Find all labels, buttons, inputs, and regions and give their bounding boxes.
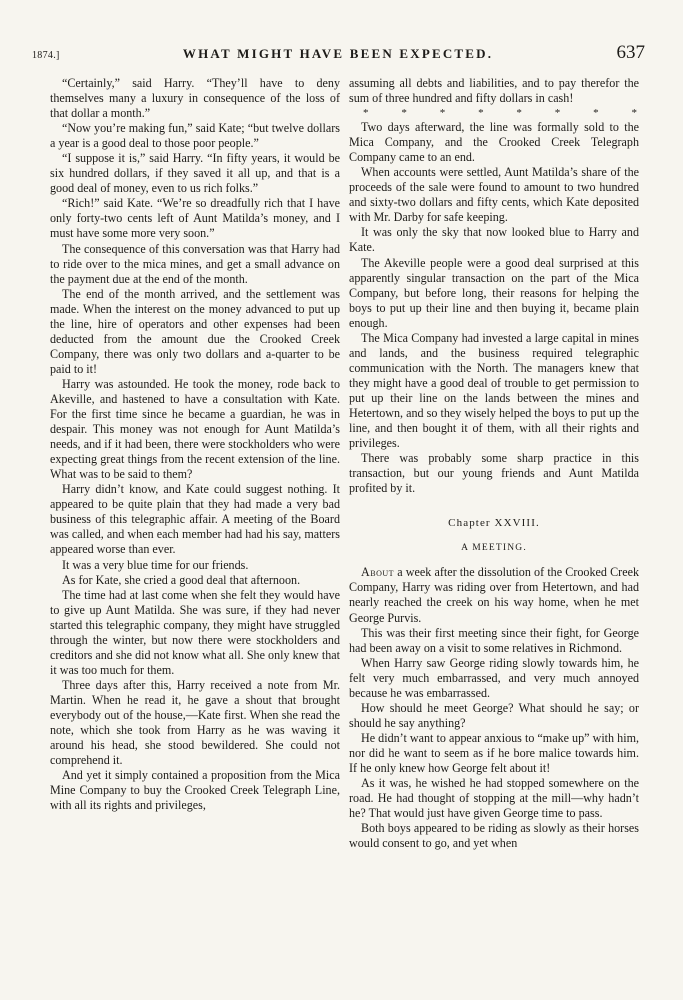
paragraph: Three days after this, Harry received a note from Mr. Martin. When he read it, he gave a shout that brought everybody out of the house,—Kate first. When she read the note, which she took from Harry as he was waving it around his head, she stood bewildered. She could not comprehend it. — [50, 677, 340, 768]
paragraph: “I suppose it is,” said Harry. “In fifty years, it would be six hundred dollars, if they saved it all up, and that is a good deal of money, even to us rich folks.” — [50, 151, 340, 196]
chapter-first-paragraph — [349, 565, 639, 625]
first-word: About — [361, 565, 395, 580]
paragraph: It was only the sky that now looked blue to Harry and Kate. — [349, 225, 639, 255]
paragraph: How should he meet George? What should he say; or should he say anything? — [349, 700, 639, 730]
paragraph-continued: assuming all debts and liabilities, and to pay therefor the sum of three hundred and fifty dollars in cash! — [349, 76, 639, 106]
section-separator: * * * * * * * * — [363, 107, 637, 120]
first-paragraph-text: a week after the dissolution of the Crooked Creek Company, Harry was riding over from Hetertown, and had nearly reached the creek on his way home, when he met George Purvis. — [349, 565, 639, 625]
chapter-subtitle: A MEETING. — [461, 543, 527, 554]
paragraph: As it was, he wished he had stopped somewhere on the road. He had thought of stopping at the mill—why hadn’t he? That would just have given George time to pass. — [349, 776, 639, 821]
paragraph: When Harry saw George riding slowly towards him, he felt very much embarrassed, and very much annoyed because he was embarrassed. — [349, 655, 639, 700]
paragraph: The Akeville people were a good deal surprised at this apparently singular transaction on the part of the Mica Company, but before long, their reasons for helping the boys to put up their line and then buying it, became plain enough. — [349, 255, 639, 330]
left-column — [50, 76, 340, 813]
paragraph: The end of the month arrived, and the settlement was made. When the interest on the money advanced to put up the line, hire of operators and other expenses had been deducted from the amount due the Crooked Creek Company, there was only two dollars and a-quarter to be paid to it! — [50, 286, 340, 376]
header-title: WHAT MIGHT HAVE BEEN EXPECTED. — [182, 46, 494, 61]
paragraph: Both boys appeared to be riding as slowly as their horses would consent to go, and yet when — [349, 821, 639, 851]
paragraph: “Now you’re making fun,” said Kate; “but twelve dollars a year is a good deal to those poor people.” — [50, 121, 340, 151]
paragraph: Two days afterward, the line was formally sold to the Mica Company, and the Crooked Creek Telegraph Company came to an end. — [349, 120, 639, 165]
paragraph: This was their first meeting since their fight, for George had been away on a visit to some relatives in Richmond. — [349, 625, 639, 655]
right-column — [349, 76, 639, 851]
paragraph: As for Kate, she cried a good deal that afternoon. — [62, 572, 301, 587]
header-year: 1874.] — [32, 50, 60, 61]
paragraph: The time had at last come when she felt they would have to give up Aunt Matilda. She was sure, if they had never started this telegraphic company, they might have struggled through the winter, but now there were stockholders and creditors and she did not know what all. She only knew that it was too much for them. — [50, 587, 340, 677]
running-header — [32, 42, 645, 72]
paragraph: Harry didn’t know, and Kate could suggest nothing. It appeared to be quite plain that they had made a very bad business of this telegraphic affair. A meeting of the Board was called, and when each member had had his say, matters appeared worse than ever. — [50, 482, 340, 557]
page-number: 637 — [616, 42, 645, 63]
paragraph: The Mica Company had invested a large capital in mines and lands, and the business required telegraphic communication with the North. The managers knew that they might have a good deal of trouble to get permission to put up their line on the lands between the mines and Hetertown, and so they wisely helped the boys to put up the line, and then bought it of them, with all their rights and privileges. — [349, 330, 639, 451]
paragraph: The consequence of this conversation was that Harry had to ride over to the mica mines, and get a small advance on the payment due at the end of the month. — [50, 241, 340, 286]
paragraph: When accounts were settled, Aunt Matilda’s share of the proceeds of the sale were found to amount to two hundred and sixty-two dollars and fifty cents, which Kate deposited with Mr. Darby for safe keeping. — [349, 165, 639, 225]
paragraph: There was probably some sharp practice in this transaction, but our young friends and Aunt Matilda profited by it. — [349, 451, 639, 496]
paragraph: “Rich!” said Kate. “We’re so dreadfully rich that I have only forty-two cents left of Aunt Matilda’s money, and I must have some more very soon.” — [50, 196, 340, 241]
paragraph: It was a very blue time for our friends. — [62, 557, 249, 572]
chapter-heading: Chapter XXVIII. — [448, 517, 540, 530]
paragraph: “Certainly,” said Harry. “They’ll have to deny themselves many a luxury in consequence of the loss of that dollar a month.” — [50, 76, 340, 121]
paragraph: Harry was astounded. He took the money, rode back to Akeville, and hastened to have a consultation with Kate. For the first time since he became a guardian, he was in despair. This money was not enough for Aunt Matilda’s needs, and if it had been, there were stockholders who were expecting great things from the recent extension of the line. What was to be said to them? — [50, 376, 340, 482]
paragraph: And yet it simply contained a proposition from the Mica Mine Company to buy the Crooked Creek Telegraph Line, with all its rights and privileges, — [50, 768, 340, 813]
paragraph: He didn’t want to appear anxious to “make up” with him, nor did he want to seem as if he bore malice towards him. If he only knew how George felt about it! — [349, 730, 639, 775]
